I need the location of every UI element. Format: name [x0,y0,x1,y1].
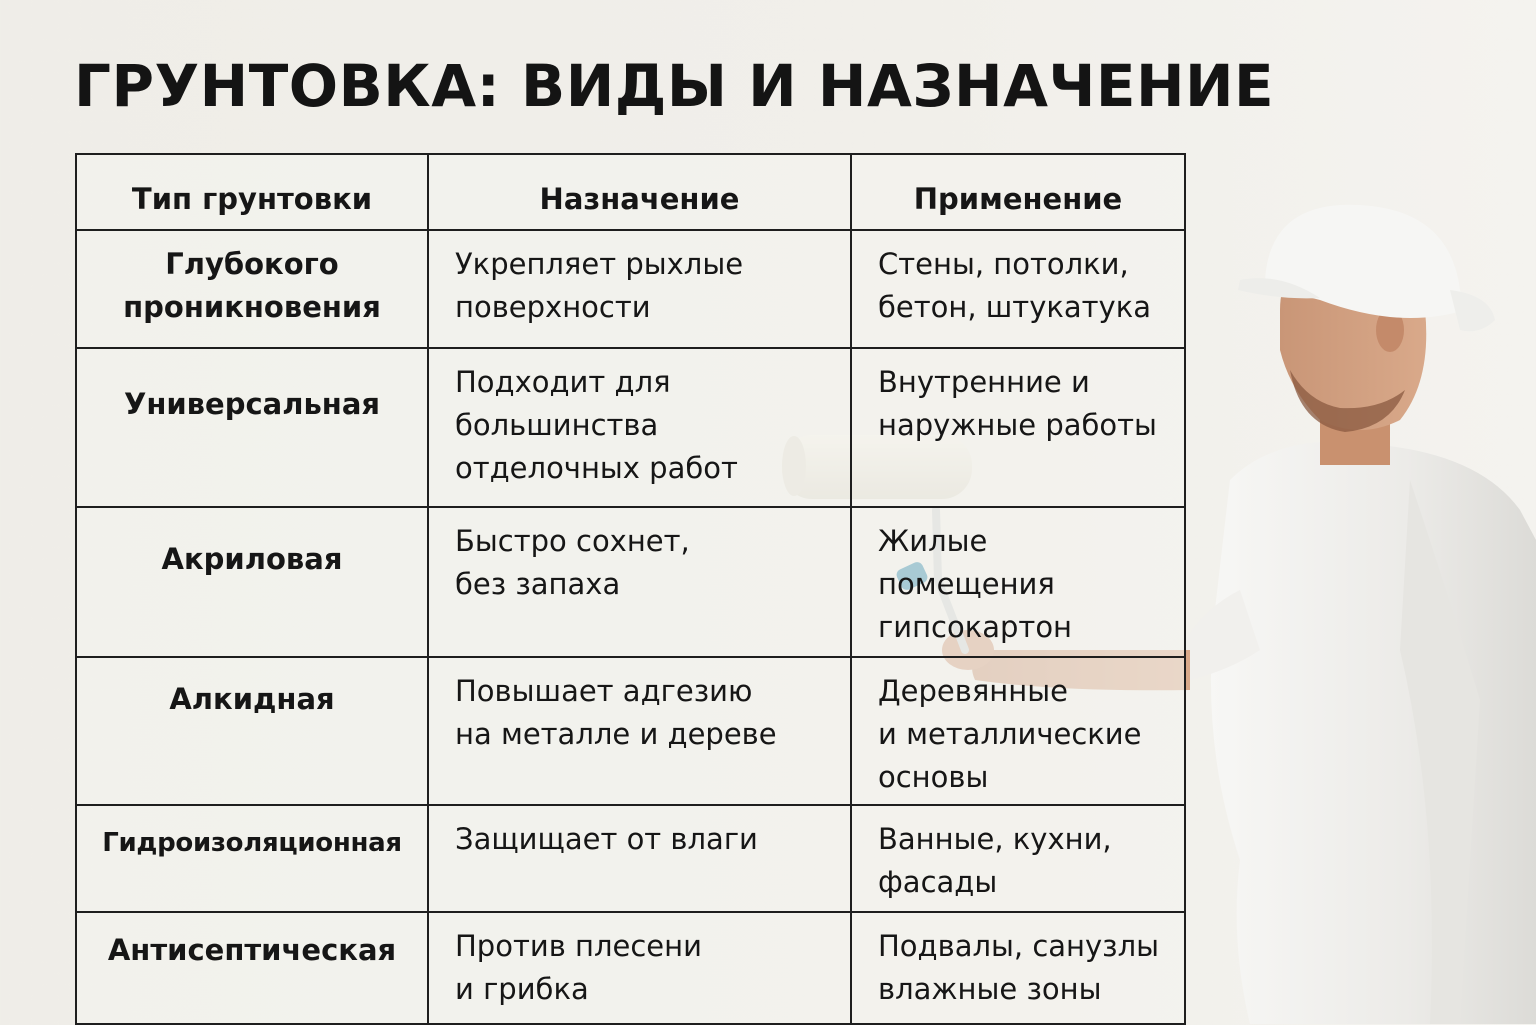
header-type: Тип грунтовки [76,154,428,230]
table-row [76,912,1185,1024]
row-purpose: Против плесени и грибка [428,912,851,1024]
row-purpose: Защищает от влаги [428,805,851,912]
row-usage: Внутренние и наружные работы [851,348,1185,507]
row-purpose: Подходит для большинства отделочных работ [428,348,851,507]
row-type: Алкидная [76,657,428,805]
row-usage: Деревянные и металлические основы [851,657,1185,805]
row-usage: Жилые помещения гипсокартон [851,507,1185,657]
row-type: Универсальная [76,348,428,507]
table-row [76,348,1185,507]
header-usage: Применение [851,154,1185,230]
row-purpose: Укрепляет рыхлые поверхности [428,230,851,348]
row-type: Антисептическая [76,912,428,1024]
primer-types-table [75,153,1186,1025]
table-row [76,805,1185,912]
row-type: Акриловая [76,507,428,657]
header-purpose: Назначение [428,154,851,230]
row-usage: Ванные, кухни, фасады [851,805,1185,912]
row-purpose: Быстро сохнет, без запаха [428,507,851,657]
table-header-row [76,154,1185,230]
table-row [76,657,1185,805]
table-row [76,507,1185,657]
table-row [76,230,1185,348]
row-usage: Стены, потолки, бетон, штукатука [851,230,1185,348]
row-type: Глубокого проникновения [76,230,428,348]
row-type: Гидроизоляционная [76,805,428,912]
page-title: ГРУНТОВКА: ВИДЫ И НАЗНАЧЕНИЕ [74,52,1275,120]
row-usage: Подвалы, санузлы влажные зоны [851,912,1185,1024]
row-purpose: Повышает адгезию на металле и дереве [428,657,851,805]
